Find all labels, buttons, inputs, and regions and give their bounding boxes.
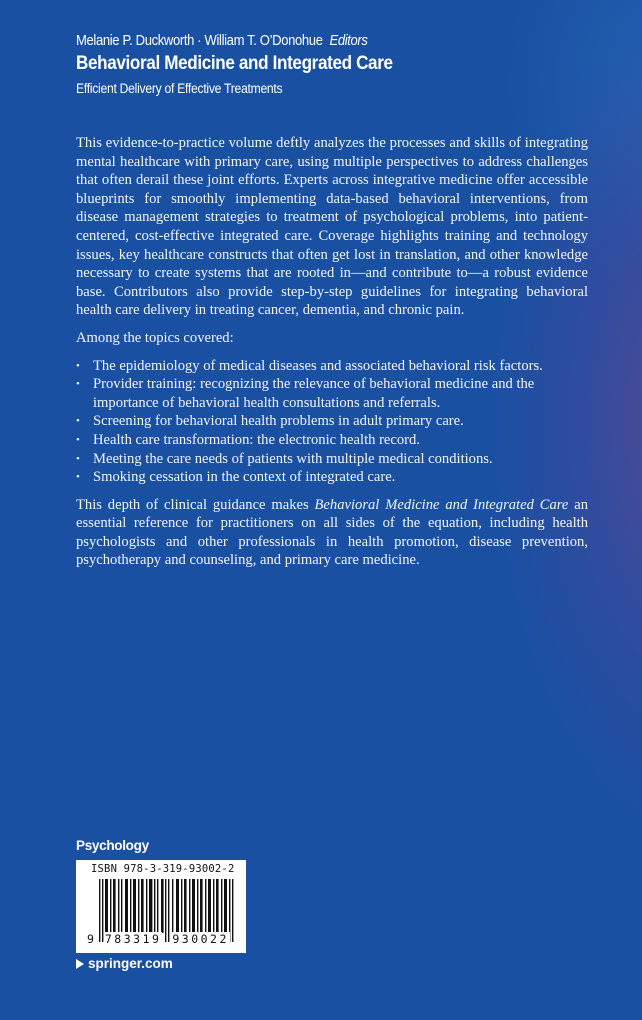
closing-paragraph — [76, 496, 588, 570]
topics-intro: Among the topics covered: — [76, 329, 234, 346]
closing-title: Behavioral Medicine and Integrated Care — [314, 496, 569, 513]
description-paragraph: This evidence-to-practice volume deftly analyzes the processes and skills of integrating mental healthcare with primary care, using multiple perspectives to address challenges that often derail these joint efforts. Experts across integrative medicine offer accessible blueprints for smoothly implementing data-based behavioral interventions, from disease management strategies to treatment of psychological problems, into patient-centered, cost-effective integrated care. Coverage highlights training and technology issues, key healthcare constructs that often get lost in translation, and other knowledge necessary to create systems that are rooted in—and contribute to—a robust evidence base. Contributors also provide step-by-step guidelines for integrating behavioral health care delivery in treating cancer, dementia, and chronic pain. — [76, 135, 588, 319]
topic-text: The epidemiology of medical diseases and associated behavioral risk factors. — [93, 357, 543, 374]
ean-digits — [86, 932, 230, 946]
bullet-icon: • — [76, 378, 80, 391]
topic-text: Health care transformation: the electronic health record. — [93, 431, 420, 448]
publisher-website[interactable] — [76, 956, 173, 971]
topic-text: Provider training: recognizing the relevance of behavioral medicine and the importance of behavioral health consultations and referrals. — [93, 376, 535, 411]
subject-category: Psychology — [76, 838, 149, 853]
topic-item — [76, 357, 588, 376]
topic-item — [76, 412, 588, 431]
play-arrow-icon — [76, 959, 84, 969]
topic-text: Screening for behavioral health problems in adult primary care. — [93, 413, 464, 430]
barcode — [76, 860, 246, 953]
bullet-icon: • — [76, 433, 80, 446]
topic-item — [76, 375, 588, 412]
topic-text: Smoking cessation in the context of integrated care. — [93, 469, 396, 486]
bullet-icon: • — [76, 471, 80, 484]
closing-prefix: This depth of clinical guidance makes — [76, 496, 315, 513]
ean-left-group: 783319 — [104, 932, 162, 946]
isbn-label: ISBN 978-3-319-93002-2 — [91, 863, 235, 875]
topic-item — [76, 431, 588, 450]
topics-list — [76, 357, 588, 487]
ean-first-digit: 9 — [87, 932, 94, 946]
book-title: Behavioral Medicine and Integrated Care — [76, 53, 393, 74]
topic-item — [76, 468, 588, 487]
description — [76, 134, 588, 579]
ean-right-group: 930022 — [172, 932, 229, 946]
editors-role: Editors — [329, 33, 368, 49]
editors-line — [76, 33, 368, 49]
topic-text: Meeting the care needs of patients with multiple medical conditions. — [93, 450, 493, 467]
book-subtitle: Efficient Delivery of Effective Treatments — [76, 81, 283, 96]
website-label: springer.com — [88, 956, 173, 971]
bullet-icon: • — [76, 452, 80, 465]
topic-item — [76, 450, 588, 469]
editors-names: Melanie P. Duckworth · William T. O’Donohue — [76, 33, 323, 49]
bullet-icon: • — [76, 415, 80, 428]
closing-suffix: an essential reference for practitioners on all sides of the equation, including health psychologists and other professionals in health promotion, disease prevention, psychotherapy and counseling, and primary care medicine. — [76, 496, 588, 569]
bullet-icon: • — [76, 359, 80, 372]
